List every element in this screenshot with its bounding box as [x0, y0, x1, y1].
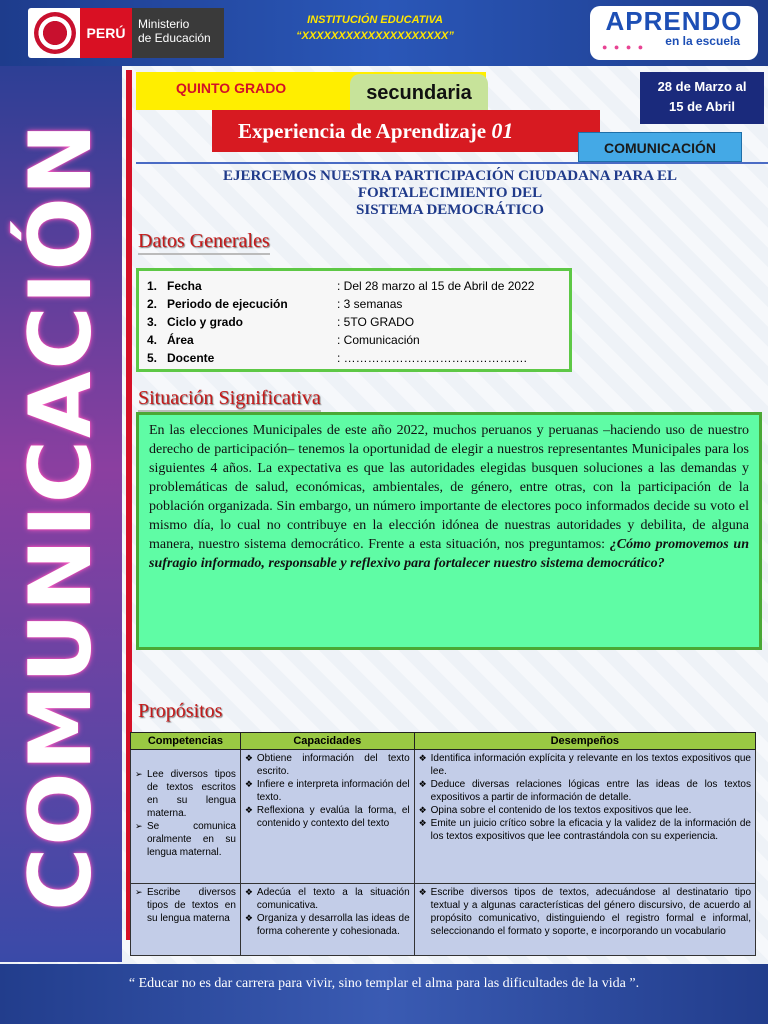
- colored-dots-icon: ● ● ● ●: [602, 42, 646, 52]
- main-title: EJERCEMOS NUESTRA PARTICIPACIÓN CIUDADANA PARA EL FORTALECIMIENTO DEL SISTEMA DEMOCRÁTICO: [222, 168, 678, 218]
- vertical-banner-text: COMUNICACIÓN: [11, 121, 111, 911]
- propositos-heading: Propósitos: [138, 700, 223, 722]
- ministry-logo: [28, 8, 224, 58]
- institution-label: INSTITUCIÓN EDUCATIVA: [307, 14, 443, 26]
- aprendo-subtitle: en la escuela: [665, 34, 740, 48]
- title-divider: [136, 162, 768, 164]
- table-row: [131, 750, 756, 884]
- peru-label: PERÚ: [80, 8, 132, 58]
- grade-label: QUINTO GRADO: [176, 80, 287, 96]
- capacidades-cell: ❖ Obtiene información del texto escrito. ❖ Infiere e interpreta información del texto. ❖ Reflexiona y evalúa la forma, el contenido y contexto del texto: [240, 750, 414, 884]
- table-row: [131, 884, 756, 956]
- situacion-box: [136, 412, 762, 650]
- datos-row: 3. Ciclo y grado : 5TO GRADO: [147, 315, 415, 329]
- level-label: secundaria: [350, 74, 488, 110]
- datos-row: 1. Fecha : Del 28 marzo al 15 de Abril de 2022: [147, 279, 535, 293]
- propositos-table: [130, 732, 756, 956]
- column-header: Desempeños: [414, 733, 755, 750]
- table-header-row: [131, 733, 756, 750]
- datos-generales-heading: Datos Generales: [138, 230, 270, 255]
- situacion-question: ¿Cómo promovemos un sufragio informado, responsable y reflexivo para fortalecer nuestro sistema democrático?: [149, 537, 749, 571]
- competencias-cell: ➢ Lee diversos tipos de textos escritos en su lengua materna. ➢ Se comunica oralmente en su lengua maternal.: [131, 750, 241, 884]
- footer-bar: [0, 964, 768, 1024]
- area-badge: COMUNICACIÓN: [578, 132, 742, 162]
- competencias-cell: ➢ Escribe diversos tipos de textos en su lengua materna: [131, 884, 241, 956]
- capacidades-cell: ❖ Adecúa el texto a la situación comunicativa. ❖ Organiza y desarrolla las ideas de forma coherente y cohesionada.: [240, 884, 414, 956]
- institution-block: [250, 12, 500, 44]
- ministry-label: Ministerio de Educación: [132, 8, 224, 58]
- experience-number: 01: [491, 118, 514, 143]
- peru-coat-of-arms-icon: [34, 12, 76, 54]
- desempenos-cell: ❖ Identifica información explícita y relevante en los textos expositivos que lee. ❖ Deduce diversas relaciones lógicas entre las ideas de los textos expositivos a partir de información de detalle. ❖ Opina sobre el contenido de los textos expositivos que lee. ❖ Emite un juicio crítico sobre la eficacia y la validez de la información de los textos expositivos que lee contrastándola con su experiencia.: [414, 750, 755, 884]
- datos-generales-box: [136, 268, 572, 372]
- date-range-line1: 28 de Marzo al: [657, 79, 747, 94]
- experience-title: Experiencia de Aprendizaje 01: [212, 110, 600, 152]
- desempenos-cell: ❖ Escribe diversos tipos de textos, adecuándose al destinatario tipo textual y a algunas características del género discursivo, de acuerdo al propósito comunicativo, distinguiendo el registro formal e informal, seleccionando el formato y soporte, e incorporando un vocabulario: [414, 884, 755, 956]
- situacion-heading: Situación Significativa: [138, 387, 321, 412]
- column-header: Capacidades: [240, 733, 414, 750]
- date-range-line2: 15 de Abril: [669, 99, 735, 114]
- institution-name: “XXXXXXXXXXXXXXXXXXXX”: [296, 30, 454, 42]
- datos-row: 5. Docente : ……………………………………….: [147, 351, 528, 365]
- date-range-box: [640, 72, 764, 124]
- footer-quote: “ Educar no es dar carrera para vivir, sino templar el alma para las dificultades de la vida ”.: [128, 976, 640, 991]
- situacion-text: En las elecciones Municipales de este año 2022, muchos peruanos y peruanas –haciendo uso de nuestro derecho de participación– tenemos la oportunidad de elegir a nuestros representantes Municipales para los siguientes 4 años. La expectativa es que las autoridades elegidas busquen soluciones a las demandas y problemáticas de salud, económicas, ambientales, de género, entre otras, con la participación de la población organizada. Sin embargo, un número importante de electores poco informados decide su voto el mismo día, lo cual no contribuye en la elección idónea de nuestras autoridades y debilita, de alguna manera, nuestro sistema democrático. Frente a esta situación, nos preguntamos:: [149, 423, 749, 552]
- datos-row: 2. Periodo de ejecución : 3 semanas: [147, 297, 403, 311]
- datos-row: 4. Área : Comunicación: [147, 333, 420, 347]
- column-header: Competencias: [131, 733, 241, 750]
- aprendo-title: APRENDO: [605, 6, 743, 36]
- aprendo-logo: [590, 6, 758, 60]
